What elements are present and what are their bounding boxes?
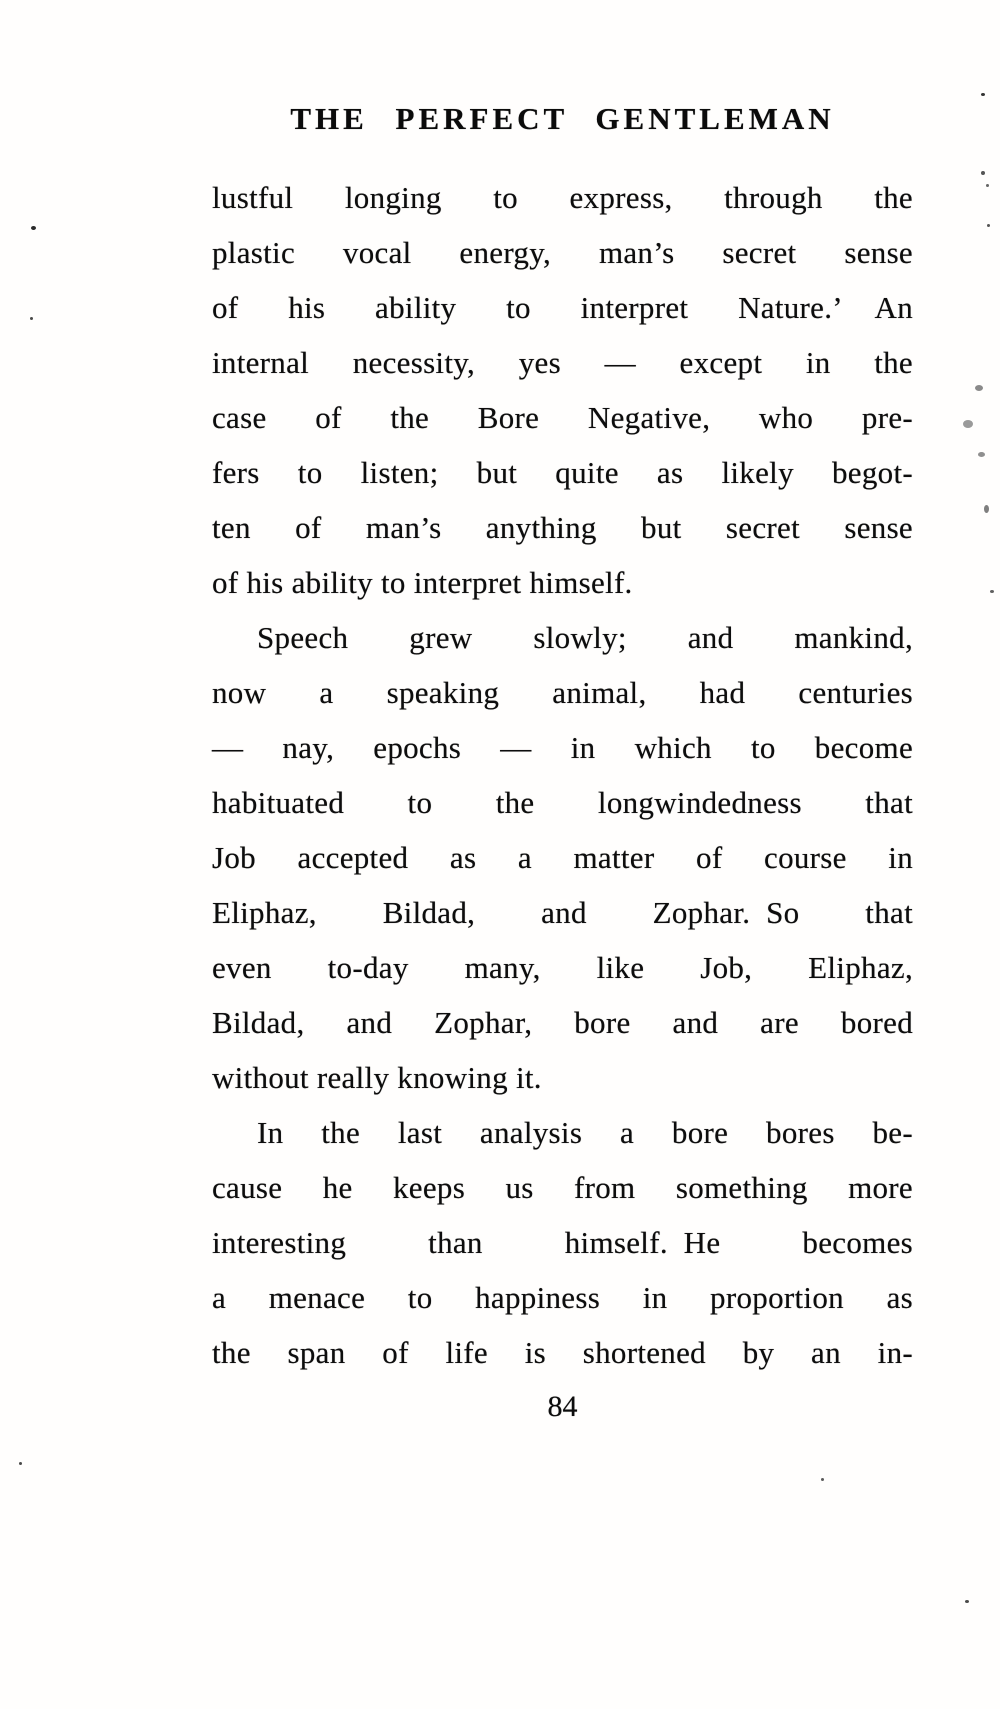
paragraph <box>212 1105 913 1380</box>
dust-speck <box>987 224 990 227</box>
text-line: ten of man’s anything but secret sense <box>212 510 913 545</box>
text-line: of his ability to interpret Nature.’ An <box>212 290 913 325</box>
dust-speck <box>986 184 989 187</box>
paragraph <box>212 170 913 610</box>
dust-speck <box>19 1462 22 1465</box>
dust-speck <box>30 317 33 320</box>
dust-speck <box>821 1478 824 1481</box>
text-line: interesting than himself. He becomes <box>212 1225 913 1260</box>
dust-speck <box>963 420 973 428</box>
paragraph <box>212 610 913 1105</box>
text-line: now a speaking animal, had centuries <box>212 675 913 710</box>
text-line: In the last analysis a bore bores be- <box>257 1115 913 1150</box>
dust-speck <box>31 226 36 230</box>
text-line: fers to listen; but quite as likely begot- <box>212 455 913 490</box>
text-line: without really knowing it. <box>212 1060 542 1095</box>
text-line: internal necessity, yes — except in the <box>212 345 913 380</box>
text-line: habituated to the longwindedness that <box>212 785 913 820</box>
text-line: lustful longing to express, through the <box>212 180 913 215</box>
page-title: THE PERFECT GENTLEMAN <box>290 101 835 136</box>
text-line: — nay, epochs — in which to become <box>212 730 913 765</box>
dust-speck <box>965 1600 969 1603</box>
dust-speck <box>981 171 985 175</box>
text-line: Speech grew slowly; and mankind, <box>257 620 913 655</box>
text-line: the span of life is shortened by an in- <box>212 1335 913 1370</box>
text-column <box>212 170 913 1380</box>
text-line: plastic vocal energy, man’s secret sense <box>212 235 913 270</box>
dust-speck <box>975 385 983 391</box>
text-line: of his ability to interpret himself. <box>212 565 633 600</box>
text-line: even to-day many, like Job, Eliphaz, <box>212 950 913 985</box>
text-line: a menace to happiness in proportion as <box>212 1280 913 1315</box>
page-number: 84 <box>547 1390 578 1423</box>
dust-speck <box>978 452 985 457</box>
dust-speck <box>981 93 985 96</box>
dust-speck <box>990 590 994 593</box>
text-line: Bildad, and Zophar, bore and are bored <box>212 1005 913 1040</box>
text-line: Job accepted as a matter of course in <box>212 840 913 875</box>
text-line: cause he keeps us from something more <box>212 1170 913 1205</box>
text-line: Eliphaz, Bildad, and Zophar. So that <box>212 895 913 930</box>
text-line: case of the Bore Negative, who pre- <box>212 400 913 435</box>
dust-speck <box>984 505 989 513</box>
